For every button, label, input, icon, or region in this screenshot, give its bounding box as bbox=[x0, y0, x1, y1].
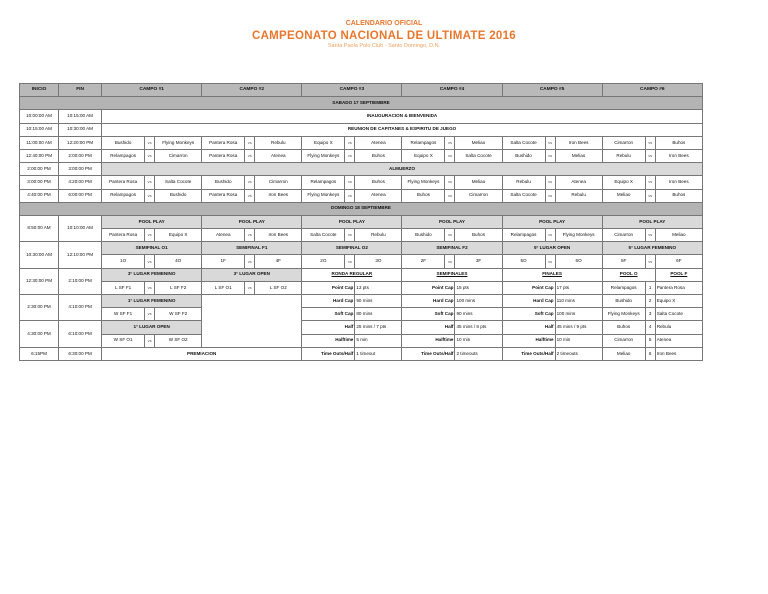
rules-header: SEMIFINALES bbox=[402, 268, 502, 281]
pool-f-team: Equipo X bbox=[655, 295, 702, 308]
rule-label: Time Outs/Half bbox=[302, 347, 355, 360]
team-right: Iron Bees bbox=[655, 149, 702, 162]
vs-label: vs bbox=[545, 189, 555, 202]
col-fin: FIN bbox=[59, 84, 102, 97]
pool-f-team: Pantera Rosa bbox=[655, 281, 702, 294]
rule-label: Soft Cap bbox=[402, 308, 455, 321]
rule-label: Halftime bbox=[302, 334, 355, 347]
team-left: 5O bbox=[502, 255, 545, 268]
team-left: L SF O1 bbox=[202, 281, 245, 294]
vs-label: vs bbox=[645, 149, 655, 162]
col-campo-3: CAMPO #3 bbox=[302, 84, 402, 97]
pool-play-heading: POOL PLAY bbox=[402, 215, 502, 228]
event-label: INAUGURACION & BIENVENIDA bbox=[102, 110, 703, 123]
team-right: Rebulu bbox=[255, 136, 302, 149]
vs-label: vs bbox=[145, 255, 155, 268]
schedule-row bbox=[20, 189, 703, 202]
team-right: Meliao bbox=[655, 229, 702, 242]
vs-label: vs bbox=[645, 255, 655, 268]
team-left: Relampagos bbox=[102, 149, 145, 162]
schedule-row bbox=[20, 268, 703, 281]
team-left: Cimarron bbox=[602, 136, 645, 149]
vs-label: vs bbox=[145, 149, 155, 162]
vs-label: vs bbox=[245, 281, 255, 294]
team-right: Flying Monkeys bbox=[555, 229, 602, 242]
vs-label: vs bbox=[145, 136, 155, 149]
team-right: Flying Monkeys bbox=[155, 136, 202, 149]
vs-label: vs bbox=[345, 136, 355, 149]
team-right: 4F bbox=[255, 255, 302, 268]
end-time: 4:10:00 PM bbox=[59, 295, 102, 321]
rule-value: 10 min bbox=[455, 334, 502, 347]
vs-label: vs bbox=[245, 229, 255, 242]
rule-value: 25 mins / 7 pts bbox=[355, 321, 402, 334]
pool-play-heading: POOL PLAY bbox=[602, 215, 702, 228]
team-right: Bushido bbox=[155, 189, 202, 202]
team-right: Meliao bbox=[455, 136, 502, 149]
calendar-kicker: CALENDARIO OFICIAL bbox=[345, 20, 423, 27]
rule-value: 17 pts bbox=[555, 281, 602, 294]
rule-value: 45 mins / 9 pts bbox=[555, 321, 602, 334]
pool-o-header: POOL O bbox=[602, 268, 655, 281]
rule-label: Half bbox=[502, 321, 555, 334]
vs-label: vs bbox=[145, 308, 155, 321]
team-right: Salta Cocote bbox=[155, 176, 202, 189]
start-time: 12:40:00 PM bbox=[20, 149, 59, 162]
team-left: 1O bbox=[102, 255, 145, 268]
rule-label: Hard Cap bbox=[302, 295, 355, 308]
vs-label: vs bbox=[345, 229, 355, 242]
pool-seed: 4 bbox=[645, 321, 655, 334]
start-time: 11:00:00 AM bbox=[20, 136, 59, 149]
rule-label: Halftime bbox=[402, 334, 455, 347]
team-right: Iron Bees bbox=[655, 176, 702, 189]
schedule-row bbox=[20, 242, 703, 255]
col-campo-6: CAMPO #6 bbox=[602, 84, 702, 97]
team-left: Pantera Rosa bbox=[202, 136, 245, 149]
end-time: 12:20:00 PM bbox=[59, 136, 102, 149]
team-right: Buhos bbox=[455, 229, 502, 242]
team-right: Atenea bbox=[555, 176, 602, 189]
vs-label: vs bbox=[545, 136, 555, 149]
pool-f-header: POOL F bbox=[655, 268, 702, 281]
team-left: Buhos bbox=[402, 189, 445, 202]
end-time: 4:20:00 PM bbox=[59, 176, 102, 189]
end-time: 6:30:00 PM bbox=[59, 347, 102, 360]
pool-o-team: Meliao bbox=[602, 347, 645, 360]
match-heading: 5° LUGAR FEMENINO bbox=[602, 242, 702, 255]
vs-label: vs bbox=[545, 176, 555, 189]
vs-label: vs bbox=[345, 176, 355, 189]
team-left: Bushido bbox=[202, 176, 245, 189]
team-left: Atenea bbox=[202, 229, 245, 242]
vs-label: vs bbox=[245, 149, 255, 162]
col-campo-5: CAMPO #5 bbox=[502, 84, 602, 97]
pool-play-heading: POOL PLAY bbox=[102, 215, 202, 228]
team-right: Cimarron bbox=[255, 176, 302, 189]
team-left: Bushido bbox=[502, 149, 545, 162]
team-left: Flying Monkeys bbox=[402, 176, 445, 189]
team-left: 2F bbox=[402, 255, 445, 268]
pool-f-team: Rebulu bbox=[655, 321, 702, 334]
team-left: Bushido bbox=[102, 136, 145, 149]
page-title: CAMPEONATO NACIONAL DE ULTIMATE 2016 bbox=[251, 30, 517, 42]
rule-value: 90 mins bbox=[455, 308, 502, 321]
schedule-row bbox=[20, 281, 703, 294]
schedule-row bbox=[20, 321, 703, 334]
schedule-row bbox=[20, 229, 703, 242]
team-right: Meliao bbox=[555, 149, 602, 162]
team-left: Relampagos bbox=[302, 176, 345, 189]
pool-play-heading: POOL PLAY bbox=[502, 215, 602, 228]
start-time: 4:30:00 PM bbox=[20, 321, 59, 347]
end-time: 2:00:00 PM bbox=[59, 149, 102, 162]
rule-value: 5 min bbox=[355, 334, 402, 347]
rule-label: Halftime bbox=[502, 334, 555, 347]
event-label: REUNION DE CAPITANES & ESPIRITU DE JUEGO bbox=[102, 123, 703, 136]
end-time: 10:30:00 AM bbox=[59, 123, 102, 136]
team-right: Salta Cocote bbox=[455, 149, 502, 162]
team-left: Rebulu bbox=[502, 176, 545, 189]
column-header-row bbox=[20, 84, 703, 97]
vs-label: vs bbox=[645, 136, 655, 149]
team-right: W SF O2 bbox=[155, 334, 202, 347]
team-right: 3O bbox=[355, 255, 402, 268]
pool-o-team: Relampagos bbox=[602, 281, 645, 294]
rules-header: FINALES bbox=[502, 268, 602, 281]
match-heading: SEMIFINAL F2 bbox=[402, 242, 502, 255]
pool-seed: 3 bbox=[645, 308, 655, 321]
team-right: W SF F2 bbox=[155, 308, 202, 321]
pool-seed: 5 bbox=[645, 334, 655, 347]
vs-label: vs bbox=[345, 149, 355, 162]
team-left: 5F bbox=[602, 255, 645, 268]
team-right: Cimarron bbox=[155, 149, 202, 162]
team-right: Buhos bbox=[355, 176, 402, 189]
vs-label: vs bbox=[145, 281, 155, 294]
rule-value: 2 timeouts bbox=[555, 347, 602, 360]
start-time: 6:15PM bbox=[20, 347, 59, 360]
schedule-row bbox=[20, 149, 703, 162]
vs-label: vs bbox=[145, 189, 155, 202]
start-time: 10:15:00 AM bbox=[20, 123, 59, 136]
rule-label: Point Cap bbox=[502, 281, 555, 294]
lunch-label: ALMUERZO bbox=[102, 163, 703, 176]
vs-label: vs bbox=[445, 136, 455, 149]
team-left: Salta Cocote bbox=[502, 189, 545, 202]
team-right: 3F bbox=[455, 255, 502, 268]
team-left: Relampagos bbox=[102, 189, 145, 202]
team-left: W SF F1 bbox=[102, 308, 145, 321]
match-heading: 3° LUGAR OPEN bbox=[202, 268, 302, 281]
team-left: Rebulu bbox=[602, 149, 645, 162]
vs-label: vs bbox=[145, 334, 155, 347]
rule-value: 15 pts bbox=[455, 281, 502, 294]
end-time: 6:00:00 PM bbox=[59, 189, 102, 202]
rules-header: RONDA REGULAR bbox=[302, 268, 402, 281]
day-band-sunday: DOMINGO 18 SEPTIEMBRE bbox=[20, 202, 703, 215]
team-left: Salta Cocote bbox=[502, 136, 545, 149]
team-right: L SF O2 bbox=[255, 281, 302, 294]
schedule-row bbox=[20, 215, 703, 228]
team-left: 2O bbox=[302, 255, 345, 268]
team-left: Relampagos bbox=[402, 136, 445, 149]
team-left: Equipo X bbox=[602, 176, 645, 189]
team-right: Rebulu bbox=[555, 189, 602, 202]
team-left: 1F bbox=[202, 255, 245, 268]
rule-label: Time Outs/Half bbox=[502, 347, 555, 360]
col-campo-4: CAMPO #4 bbox=[402, 84, 502, 97]
pool-seed: 1 bbox=[645, 281, 655, 294]
col-inicio: INICIO bbox=[20, 84, 59, 97]
schedule-row bbox=[20, 295, 703, 308]
pool-o-team: Buhos bbox=[602, 321, 645, 334]
team-right: Atenea bbox=[355, 189, 402, 202]
col-campo-1: CAMPO #1 bbox=[102, 84, 202, 97]
vs-label: vs bbox=[645, 176, 655, 189]
team-left: W SF O1 bbox=[102, 334, 145, 347]
rule-value: 45 mins / 8 pts bbox=[455, 321, 502, 334]
day-band-saturday: SABADO 17 SEPTIEMBRE bbox=[20, 97, 703, 110]
empty-cell bbox=[202, 295, 302, 348]
team-right: 6F bbox=[655, 255, 702, 268]
rule-value: 90 mins bbox=[355, 295, 402, 308]
team-right: Meliao bbox=[455, 176, 502, 189]
team-left: Flying Monkeys bbox=[302, 149, 345, 162]
pool-f-team: Salta Cocote bbox=[655, 308, 702, 321]
vs-label: vs bbox=[545, 149, 555, 162]
match-heading: 1° LUGAR FEMENINO bbox=[102, 295, 202, 308]
rule-value: 10 min bbox=[555, 334, 602, 347]
rule-value: 2 timeouts bbox=[455, 347, 502, 360]
vs-label: vs bbox=[345, 255, 355, 268]
match-heading: 1° LUGAR OPEN bbox=[102, 321, 202, 334]
vs-label: vs bbox=[445, 229, 455, 242]
rule-value: 1 timeout bbox=[355, 347, 402, 360]
pool-o-team: Flying Monkeys bbox=[602, 308, 645, 321]
start-time: 12:30:00 PM bbox=[20, 268, 59, 294]
rule-label: Half bbox=[402, 321, 455, 334]
col-campo-2: CAMPO #2 bbox=[202, 84, 302, 97]
team-right: Iron Bees bbox=[555, 136, 602, 149]
team-right: Buhos bbox=[355, 149, 402, 162]
team-right: 6O bbox=[555, 255, 602, 268]
vs-label: vs bbox=[245, 136, 255, 149]
start-time: 8:50:00 AM bbox=[20, 215, 59, 241]
rule-label: Point Cap bbox=[402, 281, 455, 294]
end-time: 6:10:00 PM bbox=[59, 321, 102, 347]
rule-value: 110 mins bbox=[555, 295, 602, 308]
rule-label: Hard Cap bbox=[402, 295, 455, 308]
rule-label: Time Outs/Half bbox=[402, 347, 455, 360]
rule-value: 13 pts bbox=[355, 281, 402, 294]
rule-label: Soft Cap bbox=[502, 308, 555, 321]
team-left: Pantera Rosa bbox=[102, 176, 145, 189]
schedule-row bbox=[20, 110, 703, 123]
end-time: 3:00:00 PM bbox=[59, 163, 102, 176]
rule-label: Hard Cap bbox=[502, 295, 555, 308]
team-right: Atenea bbox=[255, 149, 302, 162]
schedule-row bbox=[20, 176, 703, 189]
vs-label: vs bbox=[445, 255, 455, 268]
vs-label: vs bbox=[345, 189, 355, 202]
end-time: 2:10:00 PM bbox=[59, 268, 102, 294]
schedule-table bbox=[19, 83, 703, 361]
vs-label: vs bbox=[245, 176, 255, 189]
team-left: Salta Cocote bbox=[302, 229, 345, 242]
team-right: Cimarron bbox=[455, 189, 502, 202]
team-right: Buhos bbox=[655, 136, 702, 149]
rule-label: Soft Cap bbox=[302, 308, 355, 321]
rule-value: 100 mins bbox=[455, 295, 502, 308]
team-right: 4O bbox=[155, 255, 202, 268]
vs-label: vs bbox=[445, 189, 455, 202]
rule-label: Half bbox=[302, 321, 355, 334]
start-time: 2:00:00 PM bbox=[20, 163, 59, 176]
team-right: Iron Bees bbox=[255, 229, 302, 242]
schedule-row bbox=[20, 334, 703, 347]
match-heading: SEMIFINAL O2 bbox=[302, 242, 402, 255]
start-time: 4:40:00 PM bbox=[20, 189, 59, 202]
vs-label: vs bbox=[445, 149, 455, 162]
rule-value: 100 mins bbox=[555, 308, 602, 321]
pool-f-team: Iron Bees bbox=[655, 347, 702, 360]
pool-play-heading: POOL PLAY bbox=[302, 215, 402, 228]
vs-label: vs bbox=[145, 229, 155, 242]
match-heading: 3° LUGAR FEMENINO bbox=[102, 268, 202, 281]
schedule-row bbox=[20, 347, 703, 360]
team-left: Bushido bbox=[402, 229, 445, 242]
vs-label: vs bbox=[545, 255, 555, 268]
rule-label: Point Cap bbox=[302, 281, 355, 294]
start-time: 10:00:00 AM bbox=[20, 110, 59, 123]
vs-label: vs bbox=[145, 176, 155, 189]
start-time: 3:00:00 PM bbox=[20, 176, 59, 189]
team-left: Flying Monkeys bbox=[302, 189, 345, 202]
start-time: 2:30:00 PM bbox=[20, 295, 59, 321]
pool-o-team: Bushido bbox=[602, 295, 645, 308]
vs-label: vs bbox=[545, 229, 555, 242]
awards-label: PREMIACION bbox=[102, 347, 302, 360]
team-right: Buhos bbox=[655, 189, 702, 202]
team-left: Equipo X bbox=[302, 136, 345, 149]
schedule-row bbox=[20, 163, 703, 176]
team-right: Equipo X bbox=[155, 229, 202, 242]
team-left: Pantera Rosa bbox=[202, 189, 245, 202]
rule-value: 80 mins bbox=[355, 308, 402, 321]
team-left: Relampagos bbox=[502, 229, 545, 242]
end-time: 10:10:00 AM bbox=[59, 215, 102, 241]
team-left: Equipo X bbox=[402, 149, 445, 162]
pool-play-heading: POOL PLAY bbox=[202, 215, 302, 228]
vs-label: vs bbox=[245, 189, 255, 202]
team-right: Rebulu bbox=[355, 229, 402, 242]
team-right: Atenea bbox=[355, 136, 402, 149]
team-right: L SF F2 bbox=[155, 281, 202, 294]
schedule-row bbox=[20, 136, 703, 149]
pool-seed: 2 bbox=[645, 295, 655, 308]
team-left: L SF F1 bbox=[102, 281, 145, 294]
vs-label: vs bbox=[445, 176, 455, 189]
schedule-row bbox=[20, 255, 703, 268]
day-band bbox=[20, 202, 703, 215]
team-left: Pantera Rosa bbox=[202, 149, 245, 162]
vs-label: vs bbox=[645, 189, 655, 202]
end-time: 12:10:00 PM bbox=[59, 242, 102, 268]
match-heading: 5° LUGAR OPEN bbox=[502, 242, 602, 255]
end-time: 10:15:00 AM bbox=[59, 110, 102, 123]
match-heading: SEMIFINAL F1 bbox=[202, 242, 302, 255]
vs-label: vs bbox=[645, 229, 655, 242]
schedule-row bbox=[20, 308, 703, 321]
start-time: 10:30:00 AM bbox=[20, 242, 59, 268]
team-left: Meliao bbox=[602, 189, 645, 202]
team-left: Pantera Rosa bbox=[102, 229, 145, 242]
schedule-row bbox=[20, 123, 703, 136]
day-band bbox=[20, 97, 703, 110]
team-left: Cimarron bbox=[602, 229, 645, 242]
match-heading: SEMIFINAL O1 bbox=[102, 242, 202, 255]
pool-o-team: Cimarron bbox=[602, 334, 645, 347]
vs-label: vs bbox=[245, 255, 255, 268]
venue-subtitle: Santa Paola Polo Club - Santo Domingo, D.N. bbox=[327, 43, 441, 49]
pool-f-team: Atenea bbox=[655, 334, 702, 347]
pool-seed: 6 bbox=[645, 347, 655, 360]
team-right: Iron Bees bbox=[255, 189, 302, 202]
